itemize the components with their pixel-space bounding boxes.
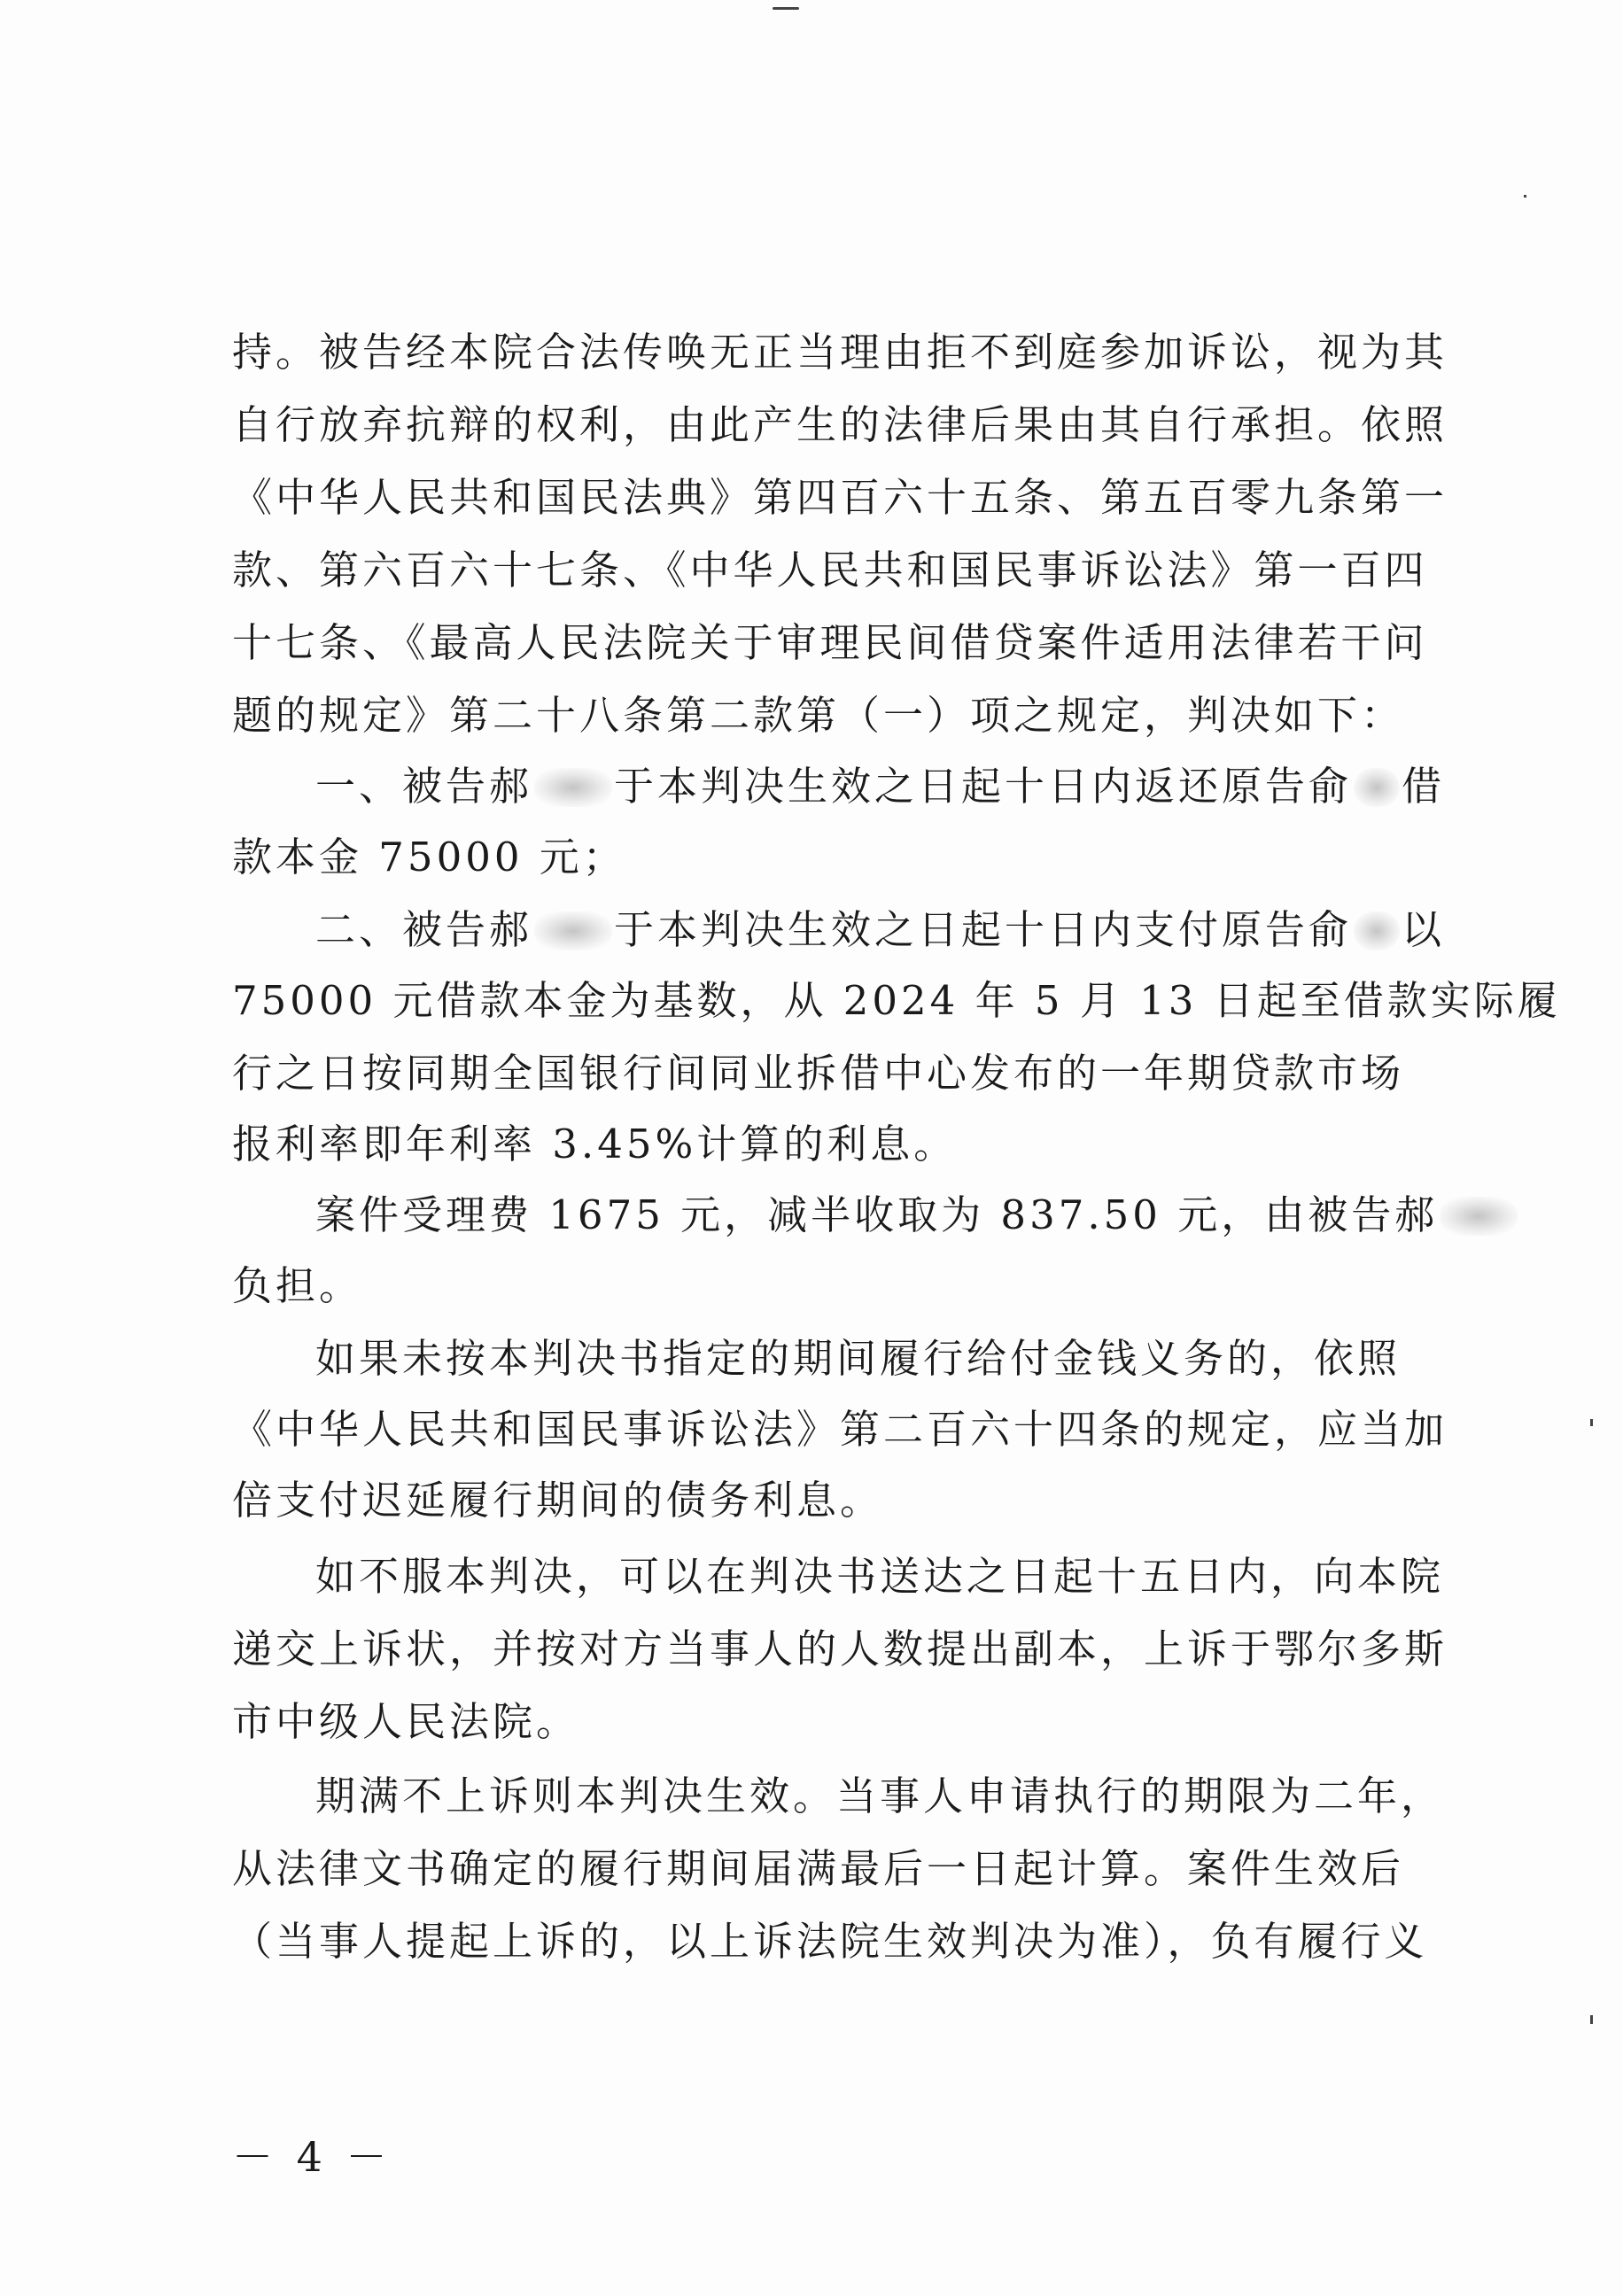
item2-pre: 二、被告郝: [315, 906, 533, 953]
paragraph-line: 持。被告经本院合法传唤无正当理由拒不到庭参加诉讼，视为其: [232, 329, 1448, 376]
paragraph-line: 《中华人民共和国民法典》第四百六十五条、第五百零九条第一: [232, 474, 1448, 521]
appeal-line-2: 递交上诉状，并按对方当事人的人数提出副本，上诉于鄂尔多斯: [232, 1625, 1448, 1672]
fee-line-1: [315, 1189, 1439, 1242]
redacted-name: [1440, 1197, 1518, 1236]
paragraph-line: 自行放弃抗辩的权利，由此产生的法律后果由其自行承担。依照: [232, 401, 1448, 448]
judgment-item-2: [315, 904, 1446, 957]
scan-mark-right: [1524, 195, 1526, 198]
judgment-item-1: [315, 760, 1446, 813]
paragraph-line: 题的规定》第二十八条第二款第（一）项之规定，判决如下：: [232, 692, 1405, 739]
delay-line-1: 如果未按本判决书指定的期间履行给付金钱义务的，依照: [315, 1335, 1402, 1382]
scan-mark-right-2: [1590, 1419, 1593, 1426]
page-number: － 4 －: [232, 2133, 392, 2181]
judgment-item-2-line3: 行之日按同期全国银行间同业拆借中心发布的一年期贷款市场: [232, 1050, 1405, 1097]
judgment-item-2-line2: 75000 元借款本金为基数，从 2024 年 5 月 13 日起至借款实际履: [232, 977, 1561, 1024]
item1-mid: 于本判决生效之日起十日内返还原告俞: [614, 763, 1353, 810]
judgment-item-2-line4: 报利率即年利率 3.45%计算的利息。: [232, 1121, 958, 1167]
effect-line-2: 从法律文书确定的履行期间届满最后一日起计算。案件生效后: [232, 1845, 1405, 1892]
redacted-name: [534, 768, 612, 807]
delay-line-2: 《中华人民共和国民事诉讼法》第二百六十四条的规定，应当加: [232, 1406, 1448, 1453]
item2-post: 以: [1402, 906, 1446, 953]
paragraph-line: 十七条、《最高人民法院关于审理民间借贷案件适用法律若干问: [232, 619, 1428, 666]
judgment-item-1-line2: 款本金 75000 元；: [232, 834, 626, 880]
appeal-line-1: 如不服本判决，可以在判决书送达之日起十五日内，向本院: [315, 1553, 1445, 1600]
redacted-name: [1354, 768, 1400, 807]
effect-line-1: 期满不上诉则本判决生效。当事人申请执行的期限为二年，: [315, 1772, 1445, 1819]
scan-mark-right-3: [1590, 2015, 1593, 2024]
redacted-name: [1354, 911, 1400, 950]
item1-post: 借: [1402, 763, 1446, 810]
paragraph-line: 款、第六百六十七条、《中华人民共和国民事诉讼法》第一百四: [232, 547, 1428, 593]
delay-line-3: 倍支付迟延履行期间的债务利息。: [232, 1477, 884, 1524]
item2-mid: 于本判决生效之日起十日内支付原告俞: [614, 906, 1353, 953]
redacted-name: [534, 911, 612, 950]
appeal-line-3: 市中级人民法院。: [232, 1698, 580, 1745]
effect-line-3: （当事人提起上诉的，以上诉法院生效判决为准），负有履行义: [232, 1918, 1428, 1965]
fee-line-2: 负担。: [232, 1262, 363, 1309]
fee-text: 案件受理费 1675 元，减半收取为 837.50 元，由被告郝: [315, 1191, 1439, 1238]
item1-pre: 一、被告郝: [315, 763, 533, 810]
scan-mark-top: [773, 7, 799, 10]
